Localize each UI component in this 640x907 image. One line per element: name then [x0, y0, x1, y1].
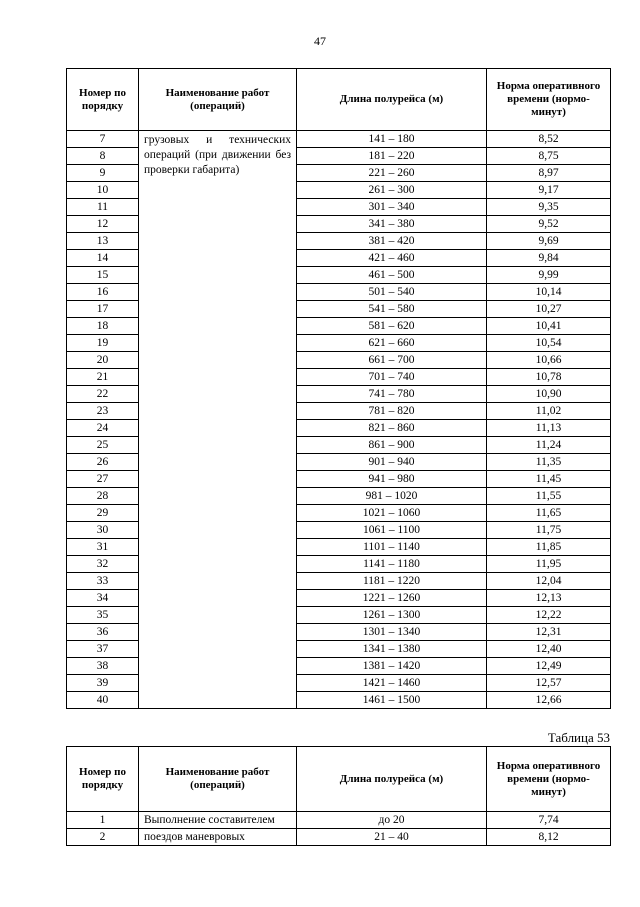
header-length: Длина полурейса (м) [297, 747, 487, 812]
table-header-row [67, 747, 611, 812]
header-num: Номер по порядку [67, 747, 139, 812]
row-norm: 11,95 [487, 556, 611, 573]
row-norm: 7,74 [487, 812, 611, 829]
row-length: 541 – 580 [297, 301, 487, 318]
row-length: 221 – 260 [297, 165, 487, 182]
row-norm: 10,90 [487, 386, 611, 403]
row-num: 15 [67, 267, 139, 284]
row-num: 2 [67, 829, 139, 846]
row-length: 621 – 660 [297, 335, 487, 352]
header-length: Длина полурейса (м) [297, 69, 487, 131]
row-norm: 10,78 [487, 369, 611, 386]
row-norm: 11,75 [487, 522, 611, 539]
row-norm: 9,84 [487, 250, 611, 267]
row-norm: 10,14 [487, 284, 611, 301]
row-num: 14 [67, 250, 139, 267]
row-length: 1221 – 1260 [297, 590, 487, 607]
table-row [67, 812, 611, 829]
row-length: 781 – 820 [297, 403, 487, 420]
norm-table-53 [66, 746, 611, 846]
row-norm: 12,13 [487, 590, 611, 607]
row-length: 141 – 180 [297, 131, 487, 148]
page-number: 47 [314, 34, 326, 48]
row-norm: 10,41 [487, 318, 611, 335]
row-length: 341 – 380 [297, 216, 487, 233]
row-norm: 11,45 [487, 471, 611, 488]
row-num: 34 [67, 590, 139, 607]
row-length: 821 – 860 [297, 420, 487, 437]
row-num: 32 [67, 556, 139, 573]
row-num: 35 [67, 607, 139, 624]
row-norm: 12,40 [487, 641, 611, 658]
row-norm: 12,66 [487, 692, 611, 709]
row-num: 21 [67, 369, 139, 386]
row-length: 1261 – 1300 [297, 607, 487, 624]
header-num: Номер по порядку [67, 69, 139, 131]
operation-name: грузовых и технических операций (при движении без проверки габарита) [139, 131, 297, 709]
row-num: 8 [67, 148, 139, 165]
row-num: 37 [67, 641, 139, 658]
row-norm: 10,54 [487, 335, 611, 352]
row-length: 981 – 1020 [297, 488, 487, 505]
row-norm: 9,99 [487, 267, 611, 284]
row-num: 20 [67, 352, 139, 369]
row-length: 1301 – 1340 [297, 624, 487, 641]
row-norm: 10,27 [487, 301, 611, 318]
row-length: 181 – 220 [297, 148, 487, 165]
row-norm: 9,69 [487, 233, 611, 250]
row-length: 1021 – 1060 [297, 505, 487, 522]
norm-table-continued [66, 68, 611, 709]
row-length: 861 – 900 [297, 437, 487, 454]
row-norm: 11,85 [487, 539, 611, 556]
row-length: 1421 – 1460 [297, 675, 487, 692]
row-length: 261 – 300 [297, 182, 487, 199]
row-num: 30 [67, 522, 139, 539]
table-caption: Таблица 53 [547, 730, 610, 745]
row-length: 701 – 740 [297, 369, 487, 386]
table-body [67, 812, 611, 846]
table-body [67, 131, 611, 709]
header-norm: Норма оперативного времени (нормо-минут) [487, 747, 611, 812]
table-header-row [67, 69, 611, 131]
row-num: 26 [67, 454, 139, 471]
row-num: 13 [67, 233, 139, 250]
row-num: 36 [67, 624, 139, 641]
row-num: 18 [67, 318, 139, 335]
row-num: 31 [67, 539, 139, 556]
row-norm: 9,17 [487, 182, 611, 199]
row-num: 9 [67, 165, 139, 182]
table-row [67, 829, 611, 846]
row-norm: 9,35 [487, 199, 611, 216]
row-num: 1 [67, 812, 139, 829]
row-norm: 9,52 [487, 216, 611, 233]
row-length: 661 – 700 [297, 352, 487, 369]
row-num: 38 [67, 658, 139, 675]
row-length: 461 – 500 [297, 267, 487, 284]
row-num: 25 [67, 437, 139, 454]
row-num: 11 [67, 199, 139, 216]
row-length: 901 – 940 [297, 454, 487, 471]
operation-name: Выполнение составителем [139, 812, 297, 829]
row-norm: 11,24 [487, 437, 611, 454]
row-length: 941 – 980 [297, 471, 487, 488]
row-length: 1341 – 1380 [297, 641, 487, 658]
row-length: 1381 – 1420 [297, 658, 487, 675]
row-length: 1141 – 1180 [297, 556, 487, 573]
row-length: до 20 [297, 812, 487, 829]
row-norm: 11,13 [487, 420, 611, 437]
header-norm: Норма оперативного времени (нормо-минут) [487, 69, 611, 131]
row-norm: 12,49 [487, 658, 611, 675]
row-num: 7 [67, 131, 139, 148]
row-num: 17 [67, 301, 139, 318]
row-norm: 11,35 [487, 454, 611, 471]
row-num: 33 [67, 573, 139, 590]
row-length: 1181 – 1220 [297, 573, 487, 590]
table-row [67, 131, 611, 148]
row-num: 19 [67, 335, 139, 352]
row-norm: 11,65 [487, 505, 611, 522]
row-length: 21 – 40 [297, 829, 487, 846]
row-norm: 8,52 [487, 131, 611, 148]
row-length: 381 – 420 [297, 233, 487, 250]
row-length: 581 – 620 [297, 318, 487, 335]
row-norm: 12,22 [487, 607, 611, 624]
row-num: 24 [67, 420, 139, 437]
row-num: 40 [67, 692, 139, 709]
header-name: Наименование работ (операций) [139, 747, 297, 812]
row-norm: 11,55 [487, 488, 611, 505]
row-num: 12 [67, 216, 139, 233]
operation-name: поездов маневровых [139, 829, 297, 846]
row-length: 1101 – 1140 [297, 539, 487, 556]
row-num: 10 [67, 182, 139, 199]
row-length: 1461 – 1500 [297, 692, 487, 709]
row-num: 22 [67, 386, 139, 403]
row-norm: 12,31 [487, 624, 611, 641]
row-norm: 12,04 [487, 573, 611, 590]
row-num: 39 [67, 675, 139, 692]
row-num: 28 [67, 488, 139, 505]
row-norm: 11,02 [487, 403, 611, 420]
row-norm: 8,12 [487, 829, 611, 846]
row-num: 23 [67, 403, 139, 420]
header-name: Наименование работ (операций) [139, 69, 297, 131]
row-length: 421 – 460 [297, 250, 487, 267]
row-norm: 8,97 [487, 165, 611, 182]
row-norm: 10,66 [487, 352, 611, 369]
row-length: 1061 – 1100 [297, 522, 487, 539]
row-norm: 12,57 [487, 675, 611, 692]
row-length: 501 – 540 [297, 284, 487, 301]
row-length: 741 – 780 [297, 386, 487, 403]
row-norm: 8,75 [487, 148, 611, 165]
row-num: 16 [67, 284, 139, 301]
row-length: 301 – 340 [297, 199, 487, 216]
row-num: 27 [67, 471, 139, 488]
row-num: 29 [67, 505, 139, 522]
